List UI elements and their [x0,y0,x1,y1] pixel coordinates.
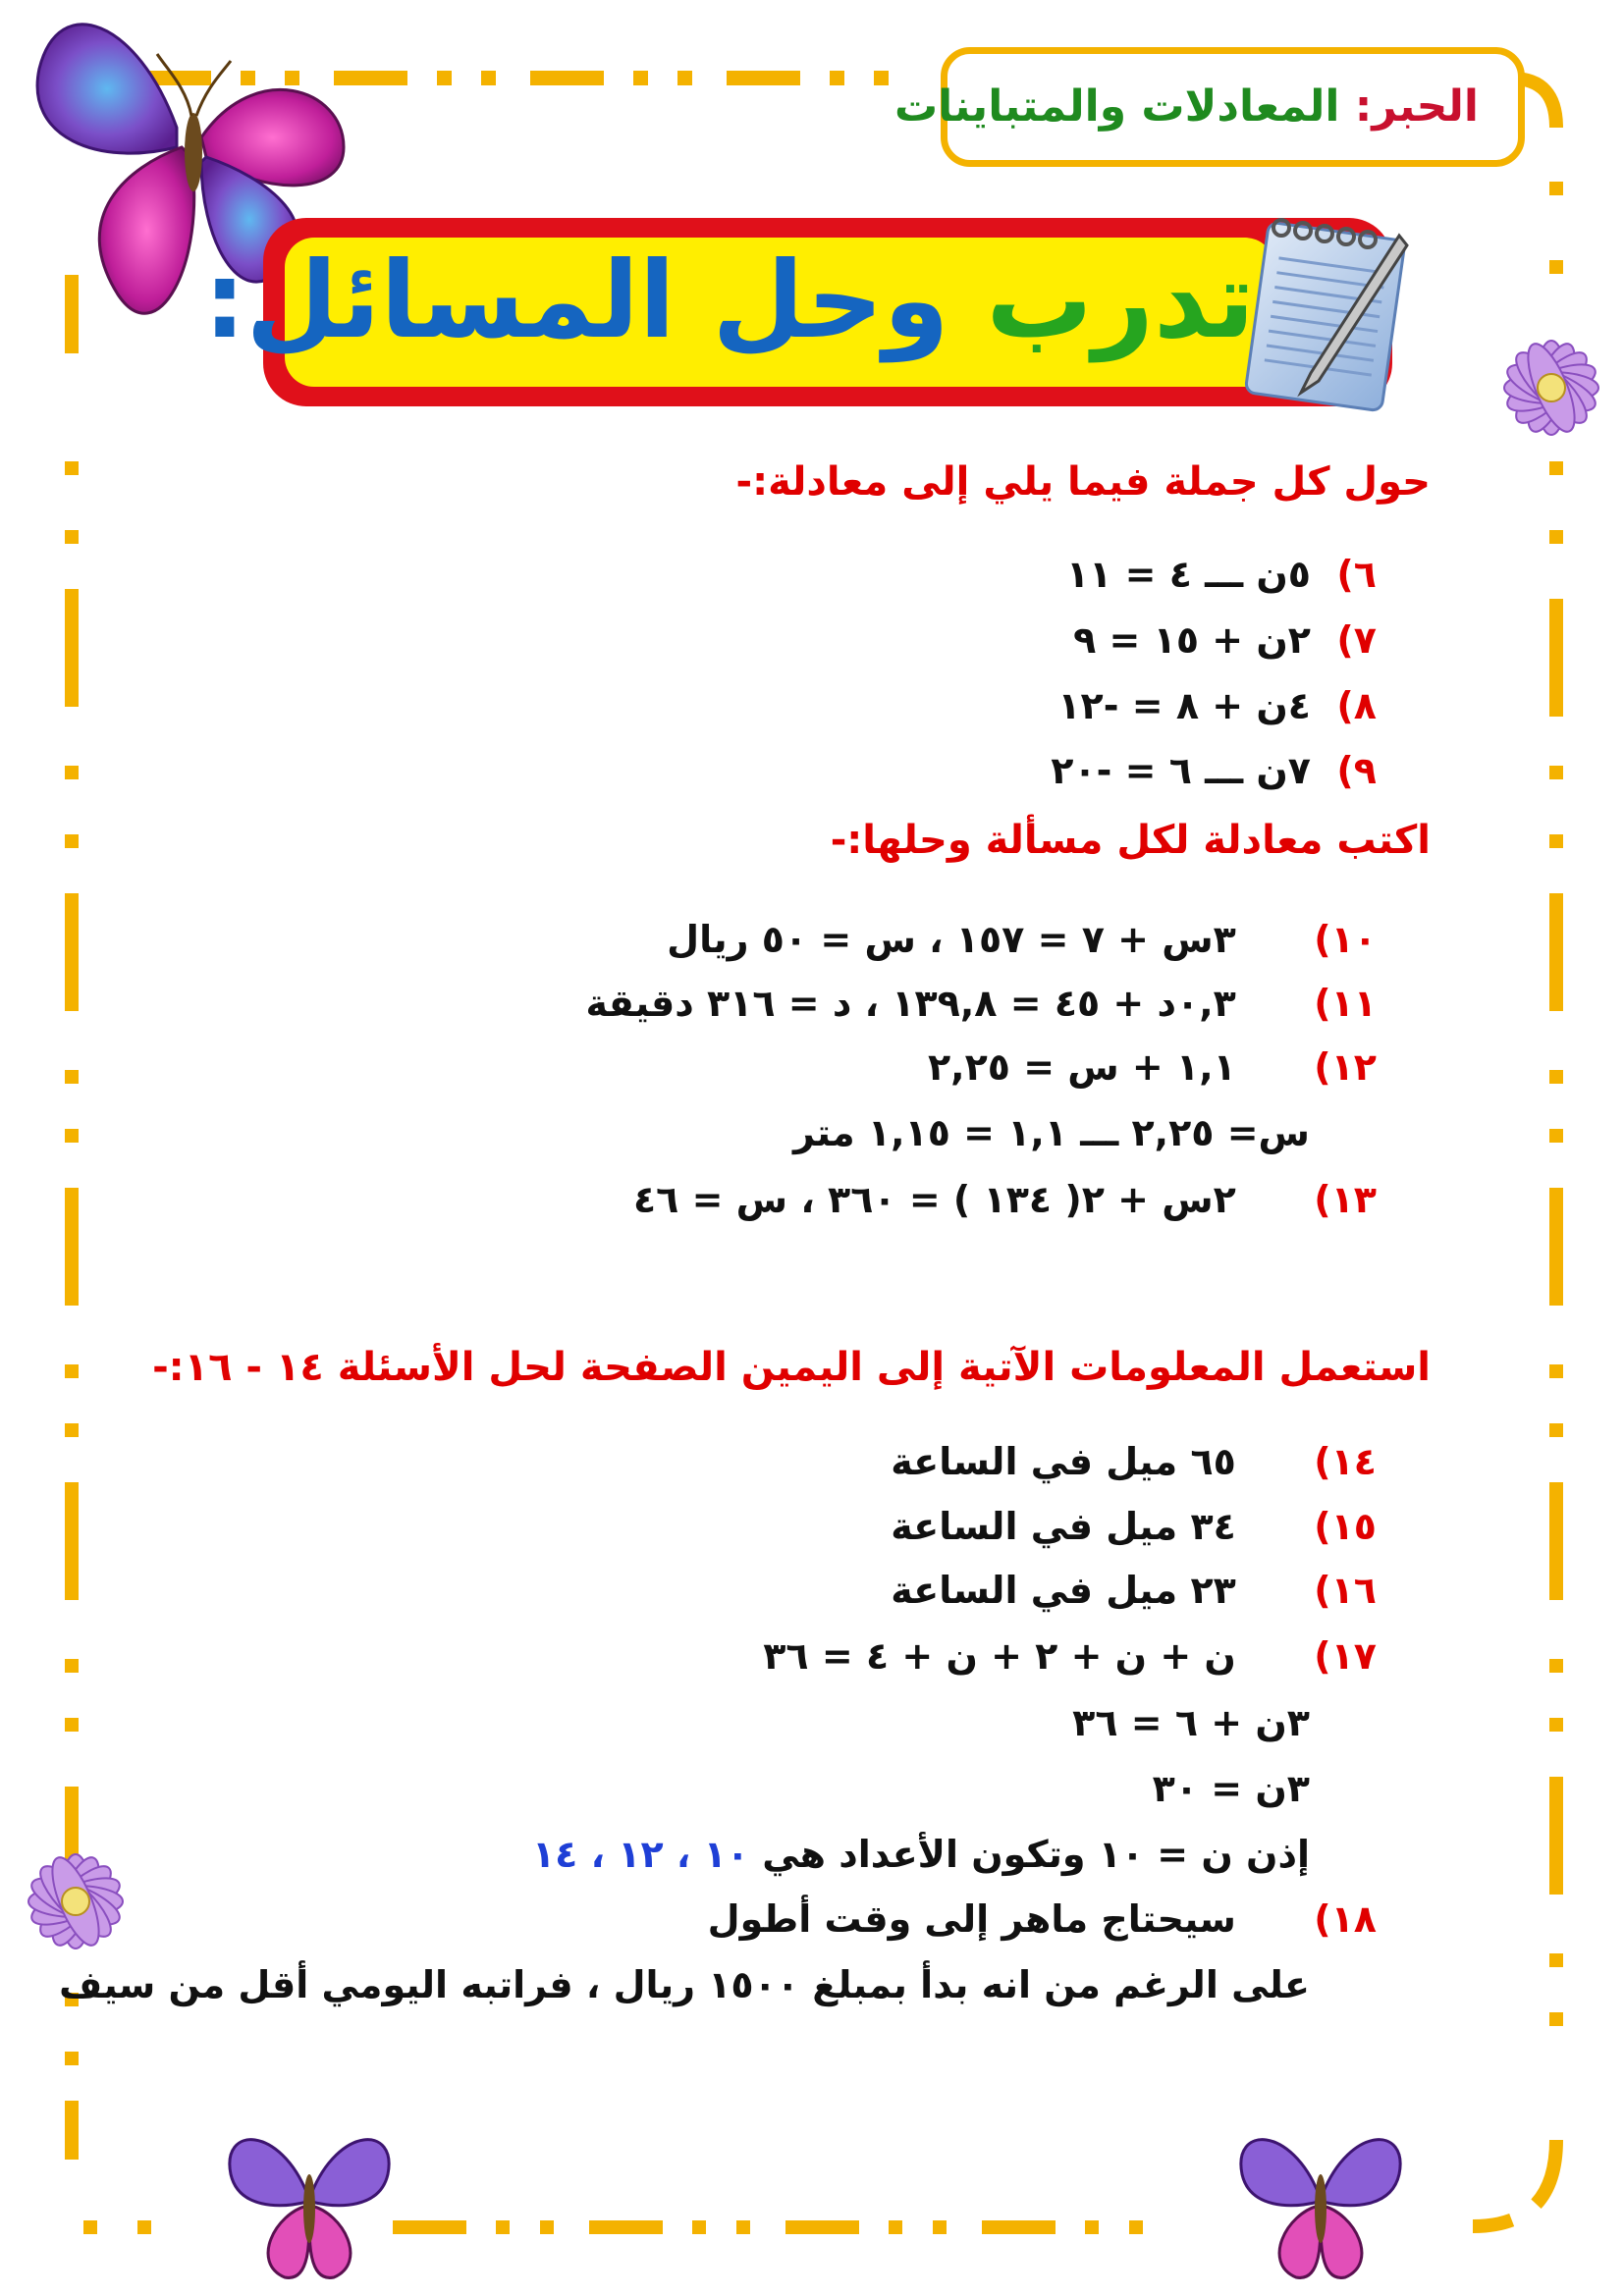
butterfly-icon [1232,2125,1409,2287]
item-number: ٦) [1336,553,1377,596]
notepad-icon [1242,206,1414,412]
title-word-solve: وحل المسائل: [203,240,949,362]
list-item [928,1045,1377,1089]
item-number: ١٦) [1314,1569,1377,1612]
item-equation: ٢ن + ١٥ = ٩ [1073,618,1311,662]
item-number: ١١) [1314,982,1377,1025]
list-item [1057,684,1377,727]
item-answer: ٣٤ ميل في الساعة [891,1505,1236,1548]
item-number: ١٢) [1314,1045,1377,1089]
unit-label: الحبر: [1354,81,1479,132]
item-equation: ن + ن + ٢ + ن + ٤ = ٣٦ [763,1634,1236,1678]
page-title [203,238,1255,365]
item-number: ٩) [1336,749,1377,792]
conclusion-numbers: ١٠ ، ١٢ ، ١٤ [531,1833,749,1876]
solution-step: ٣ن = ٣٠ [1152,1767,1310,1810]
item-number: ١٧) [1314,1634,1377,1678]
list-item [891,1569,1377,1612]
item-equation: ٠,٣د + ٤٥ = ١٣٩,٨ ، د = ٣١٦ دقيقة [585,982,1236,1025]
title-banner [203,218,1392,406]
list-item [1073,618,1377,662]
list-item [1066,553,1377,596]
item-number: ١٤) [1314,1440,1377,1483]
item-answer: سيحتاج ماهر إلى وقت أطول [707,1897,1236,1941]
item-equation: ٤ن + ٨ = -١٢ [1057,684,1311,727]
answer-continuation: على الرغم من انه بدأ بمبلغ ١٥٠٠ ريال ، فراتبه اليومي أقل من سيف [59,1963,1310,2006]
list-item [667,918,1377,961]
item-equation: ٧ن ـــ ٦ = -٢٠ [1051,749,1311,792]
section2-heading: اكتب معادلة لكل مسألة وحلها:- [830,818,1431,863]
unit-tag [893,47,1525,167]
item-equation: س= ٢,٢٥ ـــ ١,١ = ١,١٥ متر [792,1111,1310,1154]
unit-tag-text [894,81,1479,132]
section3-heading: استعمل المعلومات الآتية إلى اليمين الصفحة لحل الأسئلة ١٤ - ١٦:- [152,1345,1431,1390]
list-item [891,1505,1377,1548]
item-number: ١٨) [1314,1897,1377,1941]
flower-icon [1478,314,1624,461]
item-answer: ٦٥ ميل في الساعة [891,1440,1236,1483]
item-number: ١٠) [1314,918,1377,961]
unit-name: المعادلات والمتباينات [893,81,1340,132]
solution-conclusion [532,1833,1310,1876]
item-equation: ٢س + ٢( ١٣٤ ) = ٣٦٠ ، س = ٤٦ [632,1178,1236,1221]
item-number: ١٣) [1314,1178,1377,1221]
list-item [633,1178,1377,1221]
list-item [763,1634,1377,1678]
flower-icon [2,1828,149,1975]
list-item [1051,749,1377,792]
conclusion-text: إذن ن = ١٠ وتكون الأعداد هي [762,1833,1310,1876]
item-number: ٨) [1336,684,1377,727]
item-equation: ٥ن ـــ ٤ = ١١ [1065,553,1311,596]
item-number: ٧) [1336,618,1377,662]
list-item [708,1897,1377,1941]
list-item [891,1440,1377,1483]
solution-step: ٣ن + ٦ = ٣٦ [1072,1701,1310,1744]
solution-step [793,1111,1310,1154]
section1-heading: حول كل جملة فيما يلي إلى معادلة:- [735,459,1431,505]
item-answer: ٢٣ ميل في الساعة [891,1569,1236,1612]
item-equation: ٣س + ٧ = ١٥٧ ، س = ٥٠ ريال [667,918,1236,961]
title-word-practice: تدرب [986,240,1255,362]
list-item [585,982,1377,1025]
butterfly-icon [221,2125,398,2287]
item-equation: ١,١ + س = ٢,٢٥ [927,1045,1236,1089]
item-number: ١٥) [1314,1505,1377,1548]
